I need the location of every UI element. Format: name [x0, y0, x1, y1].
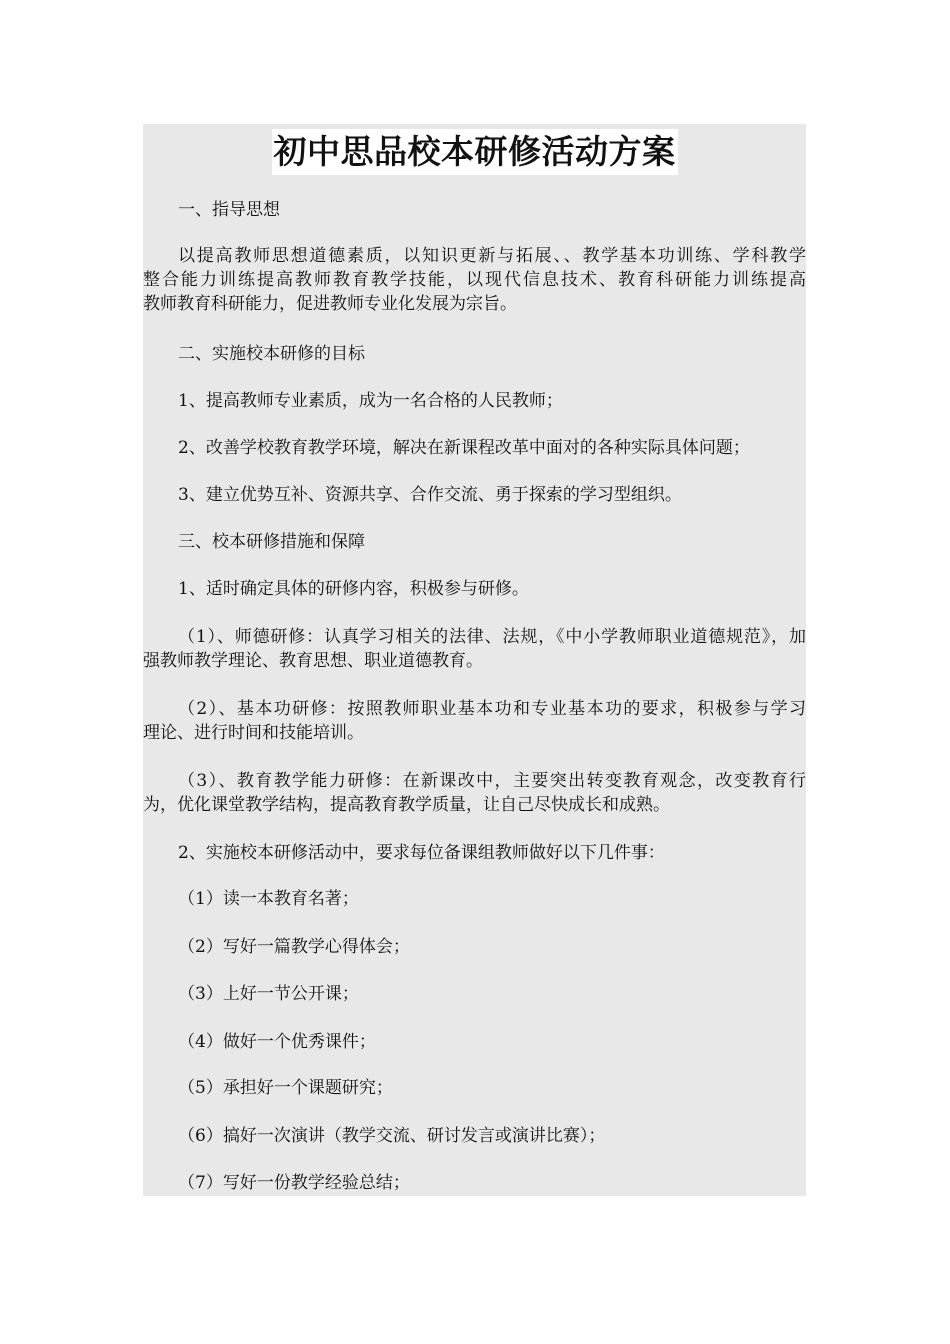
task-item-1: [143, 887, 806, 911]
text-line: 2、实施校本研修活动中，要求每位备课组教师做好以下几件事：: [178, 843, 665, 863]
text-line: 2、改善学校教育教学环境，解决在新课程改革中面对的各种实际具体问题；: [178, 438, 750, 458]
measure-subitem-1: [143, 625, 806, 673]
text-line: 理论、进行时间和技能培训。: [143, 723, 364, 743]
task-item-5: [143, 1076, 806, 1100]
text-line: 三、校本研修措施和保障: [178, 532, 365, 552]
text-line: 整合能力训练提高教师教育教学技能，以现代信息技术、教育科研能力训练提高: [143, 270, 806, 290]
measure-item-2: [143, 841, 806, 865]
title-container: [143, 129, 806, 175]
measure-subitem-3: [143, 769, 806, 817]
text-line: （3）上好一节公开课；: [178, 984, 359, 1004]
document-title: 初中思品校本研修活动方案: [272, 129, 678, 175]
measure-subitem-2: [143, 697, 806, 745]
text-line: （2）、基本功研修：按照教师职业基本功和专业基本功的要求，积极参与学习: [178, 699, 806, 719]
document-page: [143, 124, 806, 1196]
paragraph-guiding-ideology: [143, 244, 806, 316]
text-line: （1）、师德研修：认真学习相关的法律、法规，《中小学教师职业道德规范》，加: [178, 627, 806, 647]
heading-measures: [143, 530, 806, 554]
goal-item-2: [143, 436, 806, 460]
task-item-7: [143, 1171, 806, 1195]
text-line: 以提高教师思想道德素质，以知识更新与拓展、、教学基本功训练、学科教学: [178, 246, 806, 266]
text-line: 一、指导思想: [178, 200, 280, 220]
text-line: （1）读一本教育名著；: [178, 889, 359, 909]
task-item-6: [143, 1124, 806, 1148]
text-line: （7）写好一份教学经验总结；: [178, 1173, 410, 1193]
text-line: （3）、教育教学能力研修：在新课改中，主要突出转变教育观念，改变教育行: [178, 771, 806, 791]
heading-goals: [143, 342, 806, 366]
text-line: （4）做好一个优秀课件；: [178, 1032, 376, 1052]
text-line: 3、建立优势互补、资源共享、合作交流、勇于探索的学习型组织。: [178, 485, 682, 505]
text-line: 为，优化课堂教学结构，提高教育教学质量，让自己尽快成长和成熟。: [143, 795, 670, 815]
task-item-2: [143, 935, 806, 959]
text-line: （6）搞好一次演讲（教学交流、研讨发言或演讲比赛）；: [178, 1126, 606, 1146]
goal-item-3: [143, 483, 806, 507]
text-line: 1、适时确定具体的研修内容，积极参与研修。: [178, 579, 529, 599]
text-line: （2）写好一篇教学心得体会；: [178, 937, 410, 957]
heading-guiding-ideology: [143, 198, 806, 222]
task-item-3: [143, 982, 806, 1006]
goal-item-1: [143, 389, 806, 413]
text-line: 教师教育科研能力，促进教师专业化发展为宗旨。: [143, 294, 517, 314]
text-line: 1、提高教师专业素质，成为一名合格的人民教师；: [178, 391, 563, 411]
task-item-4: [143, 1030, 806, 1054]
text-line: 二、实施校本研修的目标: [178, 344, 365, 364]
text-line: 强教师教学理论、教育思想、职业道德教育。: [143, 651, 483, 671]
text-line: （5）承担好一个课题研究；: [178, 1078, 393, 1098]
measure-item-1: [143, 577, 806, 601]
